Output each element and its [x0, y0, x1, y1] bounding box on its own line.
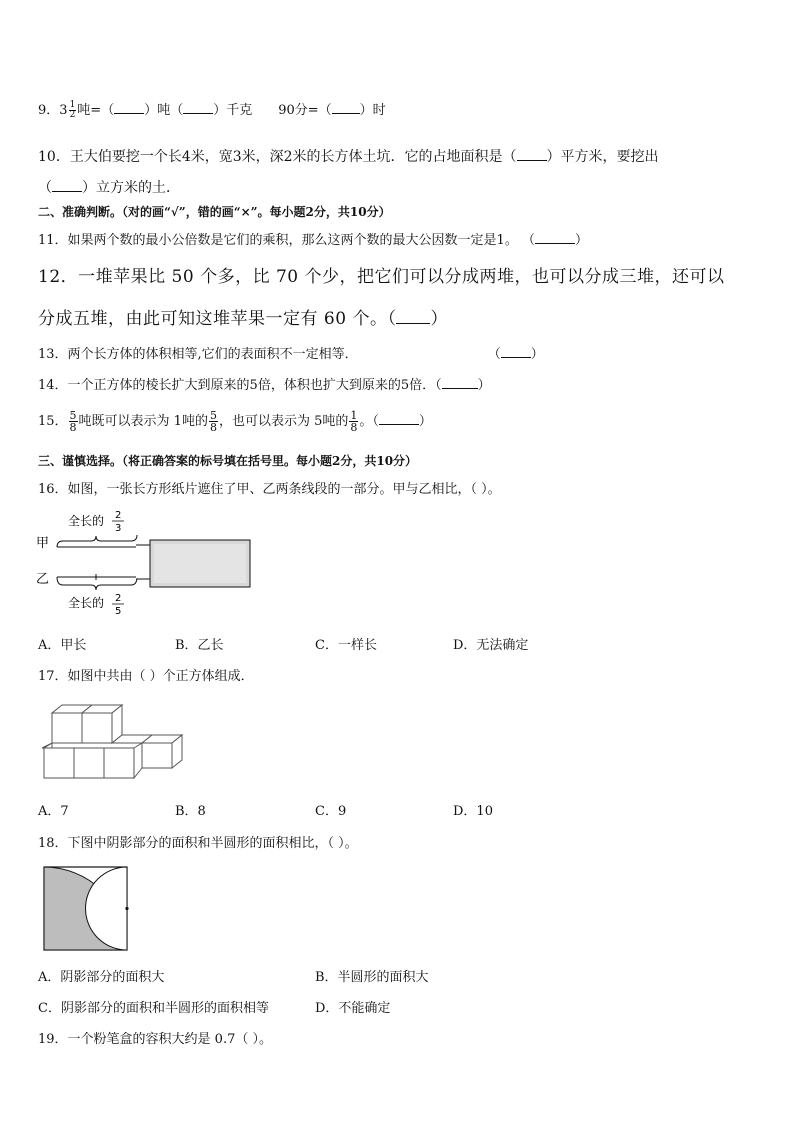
question-15	[38, 410, 432, 433]
q10-text: 10．王大伯要挖一个长4米，宽3米，深2米的长方体土坑．它的占地面积是（	[38, 149, 517, 165]
q9-text-c: ）千克	[213, 103, 253, 118]
q10-text-c: （	[38, 180, 52, 196]
top-brace-label: 全长的	[68, 514, 105, 528]
q15-fraction-1: $\frac{5}{8}$	[69, 409, 77, 434]
question-12-line-1	[38, 262, 725, 287]
bottom-brace	[57, 577, 137, 590]
question-12-line-2	[38, 304, 448, 329]
q15-text-1: 吨既可以表示为 1吨的	[78, 414, 208, 429]
q17-option-a[interactable]: A．7	[38, 804, 69, 819]
q18-option-b[interactable]: B．半圆形的面积大	[315, 970, 429, 985]
question-16: 16．如图，一张长方形纸片遮住了甲、乙两条线段的一部分。甲与乙相比，（ ）。	[38, 482, 501, 497]
q12-end: ）	[430, 309, 448, 329]
q9-number: 9．	[38, 103, 60, 118]
top-frac-den: 3	[115, 523, 122, 534]
q18-shaded-figure	[43, 866, 129, 952]
q12-text: 12．一堆苹果比 50 个多，比 70 个少，把它们可以分成两堆，也可以分成三堆，还可以	[38, 267, 725, 287]
q11-text: 11．如果两个数的最小公倍数是它们的乘积，那么这两个数的最大公因数一定是1。 （	[38, 233, 535, 248]
q18-option-d[interactable]: D．不能确定	[315, 1001, 391, 1016]
q15-blank[interactable]	[379, 412, 419, 425]
q16-option-d[interactable]: D．无法确定	[453, 638, 529, 653]
q9-whole: 3	[59, 103, 68, 118]
q9-blank-2[interactable]	[183, 101, 213, 114]
q17-option-d[interactable]: D．10	[453, 804, 493, 819]
q15-end: ）	[418, 414, 432, 429]
q16-option-a[interactable]: A．甲长	[38, 638, 87, 653]
q9-text-b: ）吨（	[144, 103, 184, 118]
q10-blank-1[interactable]	[517, 148, 547, 161]
q14-blank[interactable]	[442, 376, 478, 389]
q13-blank[interactable]	[501, 345, 531, 358]
question-10-line-2	[38, 177, 180, 197]
q18-option-c[interactable]: C．阴影部分的面积和半圆形的面积相等	[38, 1001, 269, 1016]
label-yi: 乙	[36, 572, 50, 587]
q16-option-b[interactable]: B．乙长	[175, 638, 224, 653]
q9-text-a: 吨=（	[77, 103, 115, 118]
bottom-brace-label: 全长的	[68, 596, 105, 610]
question-9	[38, 99, 386, 120]
q9-fraction: $\frac{1}{2}$	[69, 100, 76, 120]
q15-fraction-2: $\frac{5}{8}$	[209, 409, 217, 434]
q13-text: 13．两个长方体的体积相等,它们的表面积不一定相等．	[38, 347, 358, 362]
q13-end: ）	[530, 347, 544, 362]
top-frac-num: 2	[115, 510, 122, 521]
q9-text-e: ）时	[359, 103, 386, 118]
q10-text-b: ）平方米，要挖出	[546, 149, 659, 165]
q12-blank[interactable]	[396, 308, 430, 324]
q15-text-2: ，也可以表示为 5吨的	[218, 414, 349, 429]
q16-figure	[36, 505, 266, 620]
question-13	[38, 343, 544, 362]
section-2-heading: 二、准确判断。（对的画“√”，错的画“×”。每小题2分，共10分）	[38, 205, 391, 219]
q14-text: 14．一个正方体的棱长扩大到原来的5倍，体积也扩大到原来的5倍．（	[38, 378, 442, 393]
q9-blank-3[interactable]	[332, 101, 360, 114]
question-19: 19．一个粉笔盒的容积大约是 0.7（ ）。	[38, 1032, 272, 1047]
question-10-line-1	[38, 146, 659, 166]
question-18: 18．下图中阴影部分的面积和半圆形的面积相比，（ ）。	[38, 836, 358, 851]
q18-option-a[interactable]: A．阴影部分的面积大	[38, 970, 165, 985]
q17-cube-figure	[42, 703, 182, 781]
q12-text-2: 分成五堆，由此可知这堆苹果一定有 60 个。（	[38, 309, 397, 329]
question-11	[38, 229, 588, 248]
q16-option-c[interactable]: C．一样长	[315, 638, 377, 653]
question-14	[38, 374, 491, 393]
q17-option-c[interactable]: C．9	[315, 804, 347, 819]
q11-blank[interactable]	[535, 231, 575, 244]
q17-option-b[interactable]: B．8	[175, 804, 206, 819]
q11-end: ）	[574, 233, 588, 248]
q10-text-d: ）立方米的土．	[82, 180, 180, 196]
q10-blank-2[interactable]	[52, 179, 82, 192]
q15-fraction-3: $\frac{1}{8}$	[350, 409, 358, 434]
section-3-heading: 三、谨慎选择。（将正确答案的标号填在括号里。每小题2分，共10分）	[38, 454, 418, 468]
bottom-frac-num: 2	[115, 593, 122, 604]
top-brace	[57, 535, 137, 547]
q15-text-3: 。（	[359, 414, 379, 429]
q15-number: 15．	[38, 414, 68, 429]
label-jia: 甲	[36, 536, 50, 551]
q13-open: （	[487, 347, 501, 362]
q9-blank-1[interactable]	[114, 101, 144, 114]
q14-end: ）	[477, 378, 491, 393]
question-17: 17．如图中共由（ ）个正方体组成．	[38, 669, 254, 684]
bottom-frac-den: 5	[115, 606, 122, 617]
q9-text-d: 90分=（	[278, 103, 332, 118]
